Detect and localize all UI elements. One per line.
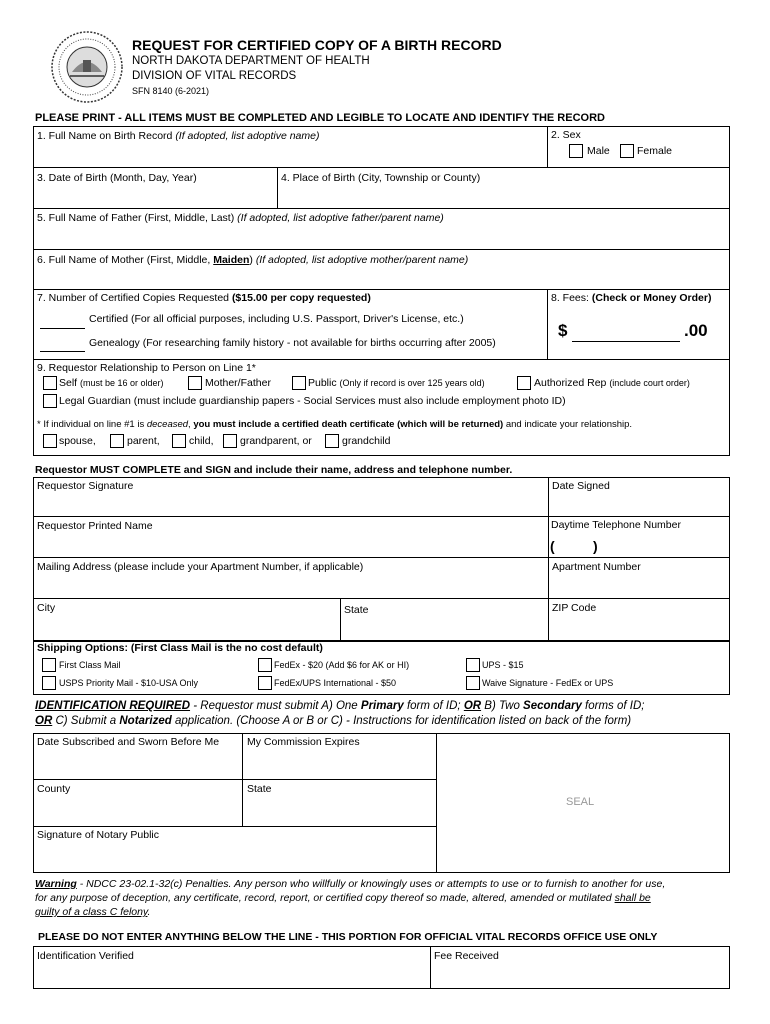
- authorized-rep-label: Authorized Rep (include court order): [534, 377, 690, 389]
- authorized-rep-checkbox[interactable]: [517, 376, 531, 390]
- mother-father-label: Mother/Father: [205, 377, 271, 389]
- city-input[interactable]: [34, 617, 339, 640]
- fee-amount-input[interactable]: [572, 341, 680, 342]
- zip-input[interactable]: [549, 617, 729, 640]
- ups-checkbox[interactable]: [466, 658, 480, 672]
- fedex-intl-checkbox[interactable]: [258, 676, 272, 690]
- fedex-checkbox[interactable]: [258, 658, 272, 672]
- apartment-label: Apartment Number: [552, 561, 641, 573]
- spouse-label: spouse,: [59, 435, 96, 447]
- field-2-label: 2. Sex: [551, 129, 581, 141]
- male-checkbox[interactable]: [569, 144, 583, 158]
- legal-guardian-checkbox[interactable]: [43, 394, 57, 408]
- office-use-heading: PLEASE DO NOT ENTER ANYTHING BELOW THE LINE - THIS PORTION FOR OFFICIAL VITAL RECORDS OFFICE USE ONLY: [38, 931, 658, 943]
- waive-signature-checkbox[interactable]: [466, 676, 480, 690]
- notary-county-input[interactable]: [34, 797, 241, 825]
- female-label: Female: [637, 145, 673, 157]
- field-9-label: 9. Requestor Relationship to Person on Line 1*: [37, 362, 256, 374]
- female-checkbox[interactable]: [620, 144, 634, 158]
- father-name-input[interactable]: [34, 227, 729, 248]
- requestor-heading: Requestor MUST COMPLETE and SIGN and include their name, address and telephone number.: [35, 464, 513, 476]
- notary-state-label: State: [247, 783, 272, 795]
- seal-placeholder: SEAL: [566, 796, 595, 808]
- mother-father-checkbox[interactable]: [188, 376, 202, 390]
- field-6-label: 6. Full Name of Mother (First, Middle, Maiden) (If adopted, list adoptive mother/parent name): [37, 254, 469, 266]
- state-label: State: [344, 604, 369, 616]
- commission-expires-input[interactable]: [243, 751, 435, 778]
- id-required-line2: OR C) Submit a Notarized application. (Choose A or B or C) - Instructions for identification listed on back of the form): [35, 715, 632, 727]
- date-sworn-input[interactable]: [34, 751, 241, 778]
- shipping-heading: Shipping Options: (First Class Mail is the no cost default): [37, 642, 323, 654]
- mailing-address-label: Mailing Address (please include your Apartment Number, if applicable): [37, 561, 364, 573]
- field-8-label: 8. Fees: (Check or Money Order): [551, 292, 712, 304]
- fedex-intl-label: FedEx/UPS International - $50: [274, 678, 397, 688]
- notary-signature-label: Signature of Notary Public: [37, 829, 159, 841]
- notary-signature-input[interactable]: [34, 844, 435, 872]
- fedex-label: FedEx - $20 (Add $6 for AK or HI): [274, 660, 410, 670]
- first-class-label: First Class Mail: [59, 660, 121, 670]
- phone-label: Daytime Telephone Number: [551, 519, 681, 531]
- printed-name-label: Requestor Printed Name: [37, 520, 153, 532]
- male-label: Male: [587, 145, 610, 157]
- office-use-section: [33, 946, 730, 989]
- cents-label: .00: [684, 321, 708, 340]
- child-checkbox[interactable]: [172, 434, 186, 448]
- ups-label: UPS - $15: [482, 660, 524, 670]
- public-label: Public (Only if record is over 125 years old): [308, 377, 485, 389]
- waive-signature-label: Waive Signature - FedEx or UPS: [482, 678, 614, 688]
- id-required-line1: IDENTIFICATION REQUIRED - Requestor must submit A) One Primary form of ID; OR B) Two Secondary forms of ID;: [35, 700, 645, 712]
- certified-label: Certified (For all official purposes, including U.S. Passport, Driver's License, etc.): [89, 313, 464, 325]
- priority-mail-label: USPS Priority Mail - $10-USA Only: [59, 678, 199, 688]
- public-checkbox[interactable]: [292, 376, 306, 390]
- requestor-signature-label: Requestor Signature: [37, 480, 134, 492]
- priority-mail-checkbox[interactable]: [42, 676, 56, 690]
- fee-received-label: Fee Received: [434, 950, 499, 962]
- grandchild-checkbox[interactable]: [325, 434, 339, 448]
- date-signed-input[interactable]: [549, 494, 729, 515]
- print-instructions: PLEASE PRINT - ALL ITEMS MUST BE COMPLETED AND LEGIBLE TO LOCATE AND IDENTIFY THE RECORD: [35, 112, 605, 124]
- date-sworn-label: Date Subscribed and Sworn Before Me: [37, 736, 220, 748]
- mother-name-input[interactable]: [34, 268, 729, 288]
- division-name: DIVISION OF VITAL RECORDS: [132, 70, 297, 82]
- state-input[interactable]: [341, 617, 547, 640]
- field-7-label: 7. Number of Certified Copies Requested ($15.00 per copy requested): [37, 292, 371, 304]
- field-5-label: 5. Full Name of Father (First, Middle, Last) (If adopted, list adoptive father/parent name): [37, 212, 444, 224]
- self-checkbox[interactable]: [43, 376, 57, 390]
- first-class-checkbox[interactable]: [42, 658, 56, 672]
- field-4-label: 4. Place of Birth (City, Township or County): [281, 172, 481, 184]
- zip-label: ZIP Code: [552, 602, 597, 614]
- spouse-checkbox[interactable]: [43, 434, 57, 448]
- printed-name-input[interactable]: [34, 535, 547, 556]
- commission-expires-label: My Commission Expires: [247, 736, 360, 748]
- genealogy-label: Genealogy (For researching family history - not available for births occurring after 2005): [89, 337, 496, 349]
- warning-line2: for any purpose of deception, any certificate, record, report, or certified copy thereof so made, altered, amended or mutilated shall be: [35, 892, 651, 904]
- genealogy-qty-input[interactable]: [40, 351, 85, 352]
- field-1-label: 1. Full Name on Birth Record (If adopted, list adoptive name): [37, 130, 320, 142]
- dollar-sign: $: [558, 321, 568, 340]
- parent-label: parent,: [127, 435, 160, 447]
- date-of-birth-input[interactable]: [34, 186, 276, 207]
- state-seal-logo: [50, 30, 124, 104]
- deceased-note: * If individual on line #1 is deceased, you must include a certified death certificate (which will be returned) and indicate your relationship.: [37, 419, 633, 430]
- legal-guardian-label: Legal Guardian (must include guardianship papers - Social Services must also include employment photo ID): [59, 395, 566, 407]
- phone-area-close: ): [593, 538, 598, 554]
- phone-area-open: (: [550, 538, 555, 554]
- date-signed-label: Date Signed: [552, 480, 610, 492]
- phone-input[interactable]: [558, 537, 728, 556]
- grandchild-label: grandchild: [342, 435, 391, 447]
- warning-line3: guilty of a class C felony.: [35, 906, 151, 918]
- child-label: child,: [189, 435, 214, 447]
- city-label: City: [37, 602, 56, 614]
- apartment-input[interactable]: [549, 576, 729, 597]
- self-label: Self (must be 16 or older): [59, 377, 164, 389]
- full-name-input[interactable]: [34, 145, 546, 166]
- certified-qty-input[interactable]: [40, 328, 85, 329]
- warning-line1: Warning - NDCC 23-02.1-32(c) Penalties. Any person who willfully or knowingly uses or attempts to use or to furnish to another for use,: [35, 878, 666, 890]
- form-title: REQUEST FOR CERTIFIED COPY OF A BIRTH RECORD: [132, 37, 502, 53]
- notary-state-input[interactable]: [243, 797, 435, 825]
- grandparent-checkbox[interactable]: [223, 434, 237, 448]
- parent-checkbox[interactable]: [110, 434, 124, 448]
- field-3-label: 3. Date of Birth (Month, Day, Year): [37, 172, 197, 184]
- grandparent-label: grandparent, or: [240, 435, 312, 447]
- department-name: NORTH DAKOTA DEPARTMENT OF HEALTH: [132, 55, 370, 67]
- notary-county-label: County: [37, 783, 71, 795]
- id-verified-label: Identification Verified: [37, 950, 134, 962]
- requestor-signature-input[interactable]: [34, 494, 547, 515]
- place-of-birth-input[interactable]: [278, 186, 729, 207]
- form-number: SFN 8140 (6-2021): [132, 86, 210, 96]
- mailing-address-input[interactable]: [34, 576, 547, 597]
